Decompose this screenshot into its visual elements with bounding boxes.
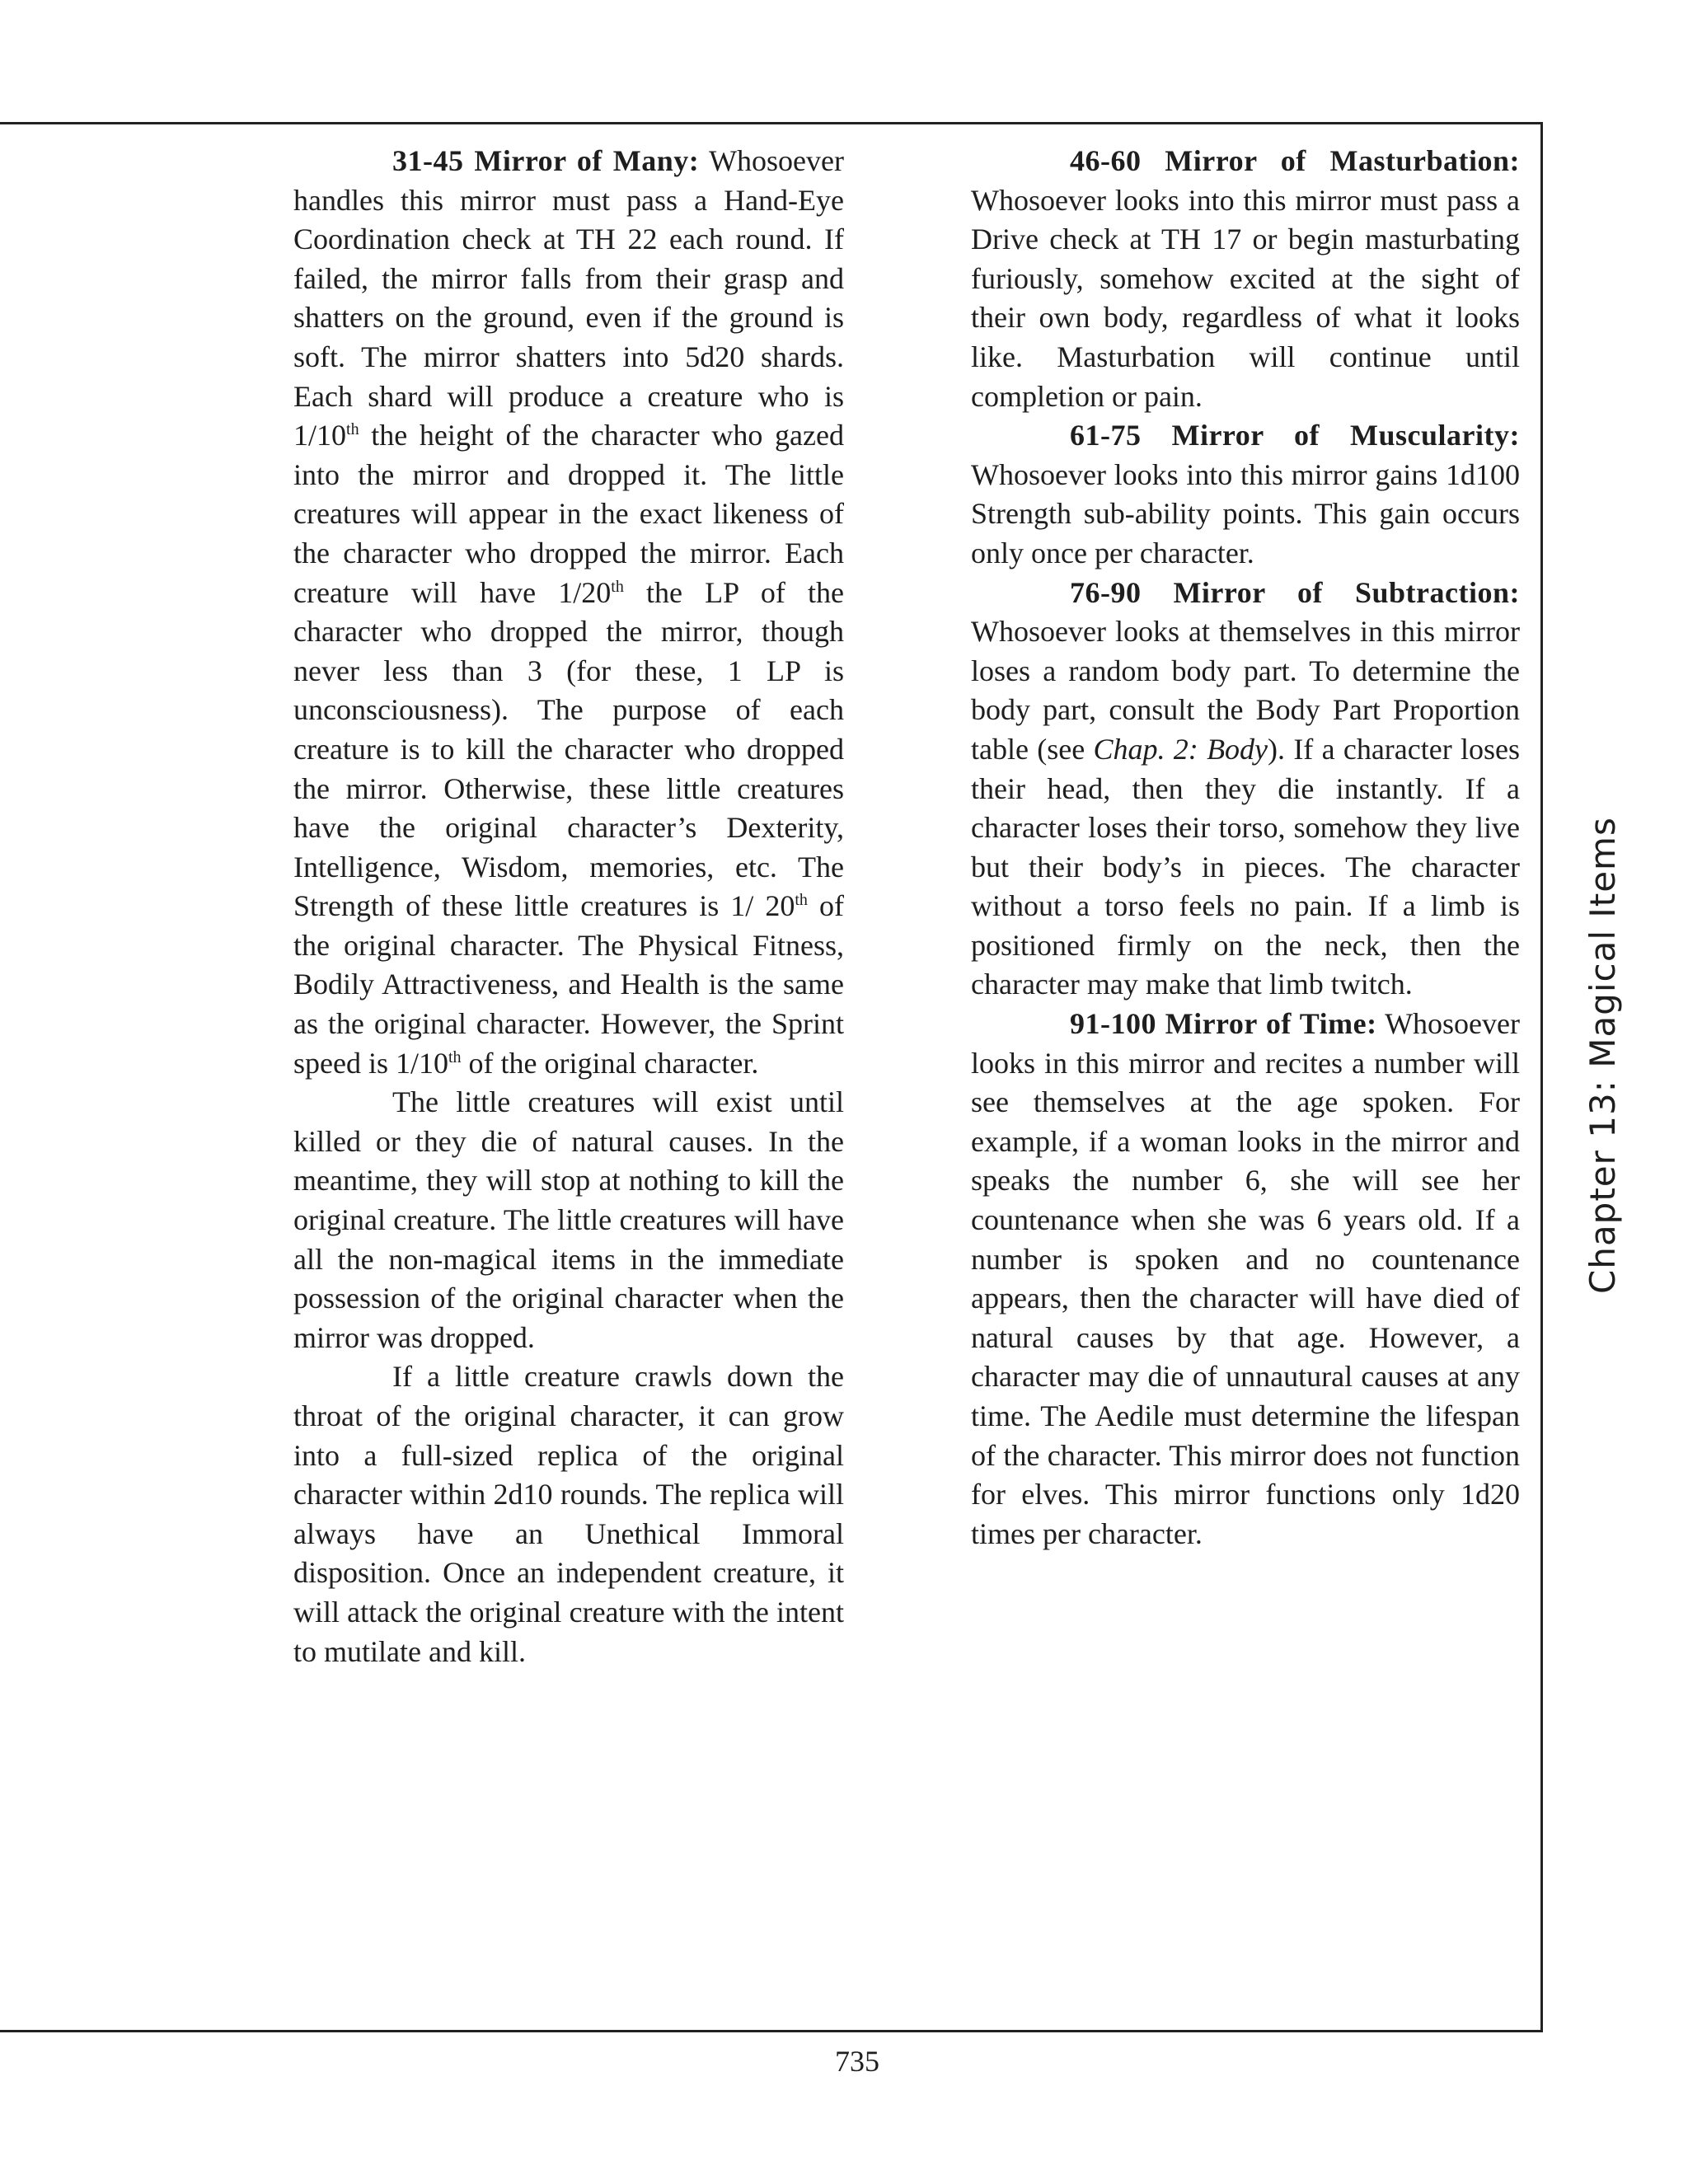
entry-heading: 91-100 Mirror of Time: <box>1070 1007 1377 1041</box>
page-number: 735 <box>835 2045 879 2078</box>
right-column <box>971 142 1520 1554</box>
body-paragraph: The little creatures will exist until killed or they die of natural causes. In the meantime, they will stop at nothing to kill the original creature. The little creatures will have all the non-magical items in the immediate possession of the original character when the mirror was dropped. <box>293 1085 844 1354</box>
entry-heading: 31-45 Mirror of Many: <box>392 144 700 177</box>
entry-text: Whosoever looks into this mirror must pass a Drive check at TH 17 or begin masturbating furiously, somehow excited at the sight of their own body, regardless of what it looks like. Masturbation will continue until completion or pain. <box>971 183 1520 413</box>
entry-text: ). If a character loses their head, then they die instantly. If a character loses their torso, somehow they live but their body’s in pieces. The character without a torso feels no pain. If a limb is positioned firmly on the neck, then the character may make that limb twitch. <box>971 732 1521 1001</box>
mirror-of-muscularity-entry <box>971 416 1520 573</box>
ordinal-suffix: th <box>346 420 359 439</box>
entry-text: of the original character. <box>461 1046 759 1080</box>
entry-heading: 61-75 Mirror of Muscularity: <box>1070 419 1520 452</box>
entry-heading: 76-90 Mirror of Subtraction: <box>1070 575 1520 609</box>
entry-text: of the original character. The Physical Fitness, Bodily Attractiveness, and Health is the same as the original character. However, the Sprint speed is 1/10 <box>293 889 844 1080</box>
mirror-of-masturbation-entry <box>971 142 1520 416</box>
mirror-of-many-entry <box>293 142 844 1083</box>
ordinal-suffix: th <box>611 577 624 596</box>
ordinal-suffix: th <box>448 1047 462 1066</box>
entry-text: Whosoever looks into this mirror gains 1d100 Strength sub-ability points. This gain occurs only once per character. <box>971 457 1520 569</box>
left-column <box>293 142 844 1671</box>
entry-text: the LP of the character who dropped the mirror, though never less than 3 (for these, 1 LP is unconsciousness). The purpose of each creature is to kill the character who dropped the mirror. Otherwise, these little creatures have the original character’s Dexterity, Intelligence, Wisdom, memories, etc. The Strength of these little creatures is 1/ 20 <box>293 575 844 923</box>
body-paragraph: If a little creature crawls down the throat of the original character, it can grow into a full-sized replica of the original character within 2d10 rounds. The replica will always have an Unethical Immoral disposition. Once an independent creature, it will attack the original creature with the intent to mutilate and kill. <box>293 1360 844 1668</box>
chapter-reference: Chap. 2: Body <box>1093 732 1268 766</box>
entry-text: Whosoever looks in this mirror and recites a number will see themselves at the age spoken. For example, if a woman looks in the mirror and speaks the number 6, she will see her countenance when she was 6 years old. If a number is spoken and no countenance appears, then the character will have died of natural causes by that age. However, a character may die of unnautural causes at any time. The Aedile must determine the lifespan of the character. This mirror does not function for elves. This mirror functions only 1d20 times per character. <box>971 1007 1520 1550</box>
entry-text: Whosoever handles this mirror must pass a Hand-Eye Coordination check at TH 22 each round. If failed, the mirror falls from their grasp and shatters on the ground, even if the ground is soft. The mirror shatters into 5d20 shards. Each shard will produce a creature who is 1/10 <box>293 144 844 452</box>
mirror-of-time-entry <box>971 1005 1520 1554</box>
mirror-of-subtraction-entry <box>971 574 1520 1005</box>
chapter-side-label: Chapter 13: Magical Items <box>1582 817 1623 1294</box>
entry-text: the height of the character who gazed into the mirror and dropped it. The little creatures will appear in the exact likeness of the character who dropped the mirror. Each creature will have 1/20 <box>293 419 844 609</box>
entry-text: Whosoever looks at themselves in this mirror loses a random body part. To determine the body part, consult the Body Part Proportion table (see <box>971 615 1520 766</box>
ordinal-suffix: th <box>795 891 808 910</box>
entry-heading: 46-60 Mirror of Masturbation: <box>1070 144 1520 177</box>
